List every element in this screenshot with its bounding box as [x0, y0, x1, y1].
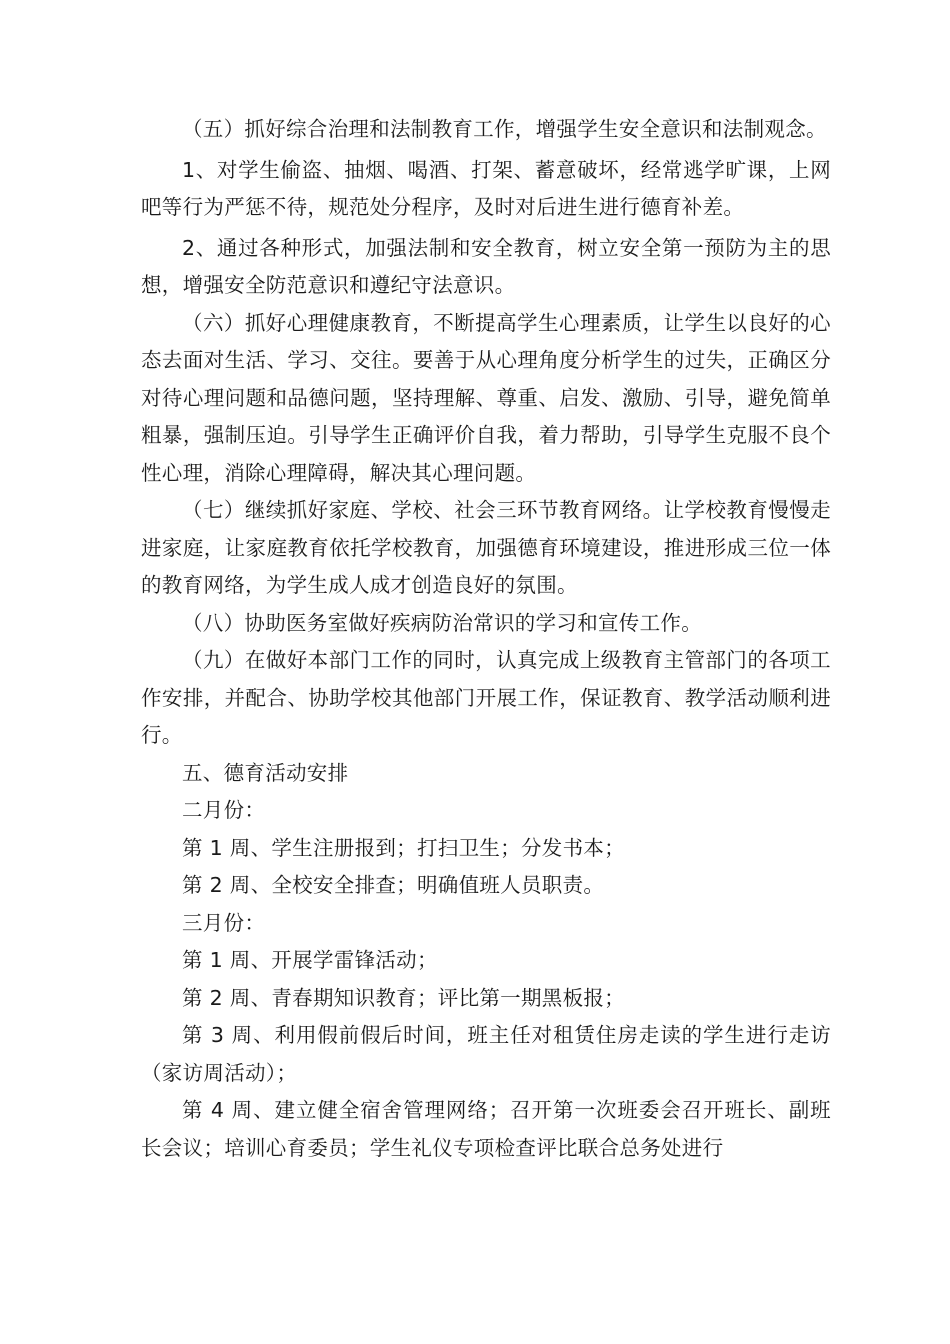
march-week-4: 第 4 周、建立健全宿舍管理网络；召开第一次班委会召开班长、副班长会议；培训心育委员；学生礼仪专项检查评比联合总务处进行: [141, 1098, 831, 1160]
document-body: [141, 111, 831, 1167]
march-label: 三月份：: [182, 910, 266, 935]
paragraph-mental-health: （六）抓好心理健康教育，不断提高学生心理素质，让学生以良好的心态去面对生活、学习、交往。要善于从心理角度分析学生的过失，正确区分对待心理问题和品德问题，坚持理解、尊重、启发、激励、引导，避免简单粗暴，强制压迫。引导学生正确评价自我，着力帮助，引导学生克服不良个性心理，消除心理障碍，解决其心理问题。: [141, 310, 831, 485]
paragraph-other-departments: （九）在做好本部门工作的同时，认真完成上级教育主管部门的各项工作安排，并配合、协助学校其他部门开展工作，保证教育、教学活动顺利进行。: [141, 648, 831, 747]
paragraph-law-education: （五）抓好综合治理和法制教育工作，增强学生安全意识和法制观念。: [182, 117, 827, 141]
schedule-heading: 五、德育活动安排: [182, 760, 349, 785]
march-week-2: 第 2 周、青春期知识教育；评比第一期黑板报；: [182, 985, 625, 1010]
march-week-1: 第 1 周、开展学雷锋活动；: [182, 948, 438, 972]
march-week-3: 第 3 周、利用假前假后时间，班主任对租赁住房走读的学生进行走访（家访周活动）；: [141, 1023, 831, 1085]
paragraph-discipline: 1、对学生偷盗、抽烟、喝酒、打架、蓄意破坏，经常逃学旷课，上网吧等行为严惩不待，规范处分程序，及时对后进生进行德育补差。: [141, 157, 831, 219]
february-week-2: 第 2 周、全校安全排查；明确值班人员职责。: [182, 873, 605, 897]
paragraph-safety: 2、通过各种形式，加强法制和安全教育，树立安全第一预防为主的思想，增强安全防范意识和遵纪守法意识。: [141, 235, 831, 297]
february-label: 二月份：: [182, 798, 266, 822]
february-week-1: 第 1 周、学生注册报到；打扫卫生；分发书本；: [182, 835, 625, 860]
paragraph-family-school-network: （七）继续抓好家庭、学校、社会三环节教育网络。让学校教育慢慢走进家庭，让家庭教育依托学校教育，加强德育环境建设，推进形成三位一体的教育网络，为学生成人成才创造良好的氛围。: [141, 498, 831, 597]
paragraph-clinic: （八）协助医务室做好疾病防治常识的学习和宣传工作。: [182, 610, 702, 635]
